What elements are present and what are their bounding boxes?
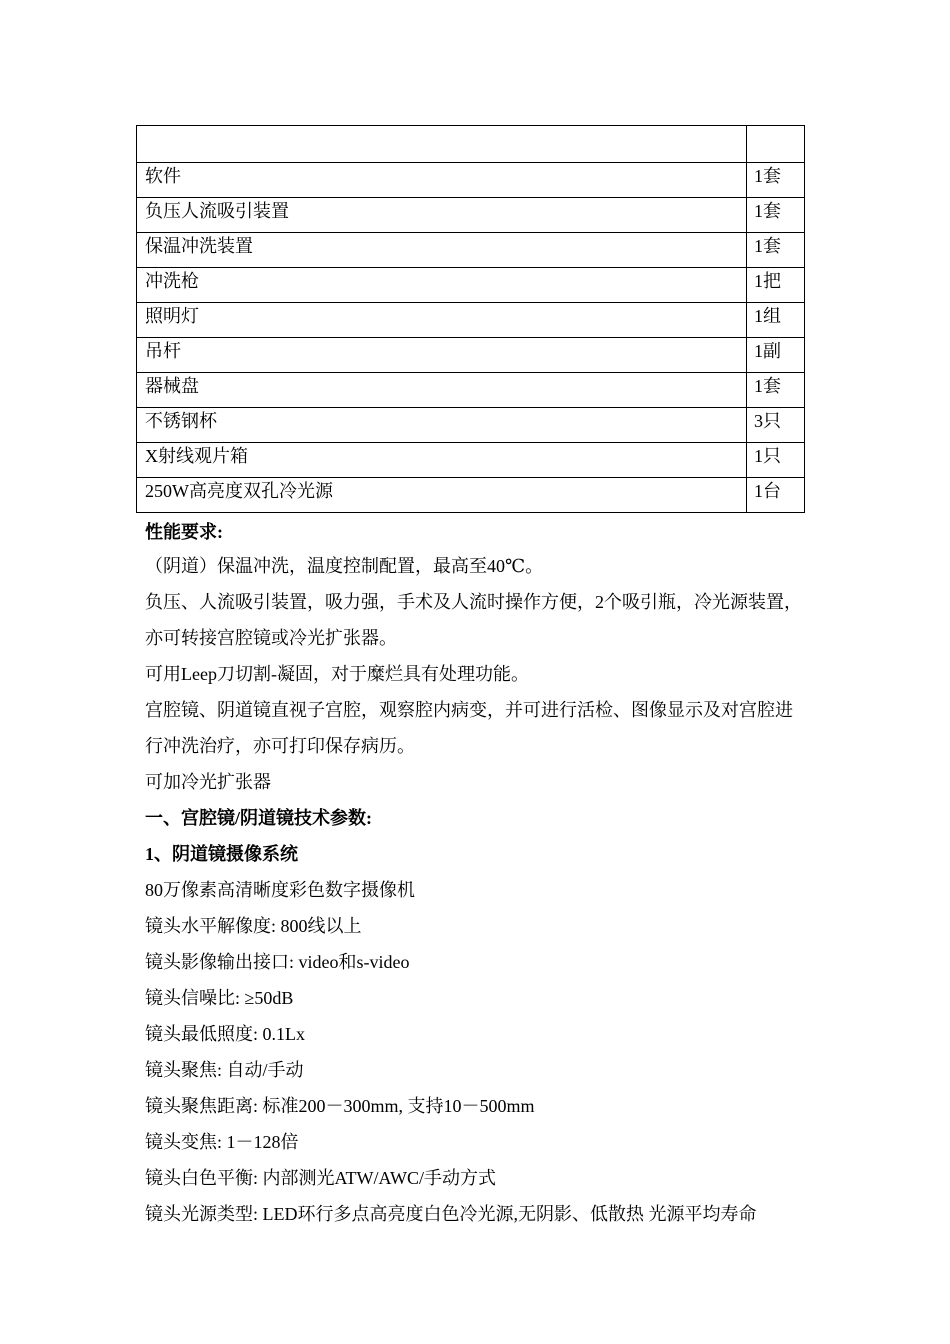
table-header-qty (747, 126, 805, 163)
paragraph: 宫腔镜、阴道镜直视子宫腔，观察腔内病变，并可进行活检、图像显示及对宫腔进 (145, 700, 793, 720)
equipment-table (136, 125, 805, 513)
paragraph: 负压、人流吸引装置，吸力强，手术及人流时操作方便，2个吸引瓶，冷光源装置， (145, 592, 802, 612)
table-row (137, 478, 805, 513)
spec-line: 镜头聚焦距离: 标准200－300mm, 支持10－500mm (145, 1096, 535, 1116)
item-cell: 负压人流吸引装置 (137, 198, 747, 233)
spec-line: 镜头白色平衡: 内部测光ATW/AWC/手动方式 (145, 1168, 497, 1188)
table-row (137, 233, 805, 268)
spec-line: 镜头光源类型: LED环行多点高亮度白色冷光源,无阴影、低散热 光源平均寿命 (145, 1204, 757, 1224)
paragraph: 可用Leep刀切割-凝固，对于糜烂具有处理功能。 (145, 664, 529, 684)
table-row (137, 198, 805, 233)
paragraph: （阴道）保温冲洗，温度控制配置，最高至40℃。 (145, 556, 544, 576)
spec-line: 镜头影像输出接口: video和s-video (145, 952, 410, 972)
spec-line: 镜头变焦: 1－128倍 (145, 1132, 299, 1152)
qty-cell: 3只 (747, 408, 805, 443)
item-cell: 吊杆 (137, 338, 747, 373)
qty-cell: 1把 (747, 268, 805, 303)
item-cell: 软件 (137, 163, 747, 198)
table-row (137, 303, 805, 338)
item-cell: X射线观片箱 (137, 443, 747, 478)
qty-cell: 1副 (747, 338, 805, 373)
spec-line: 镜头信噪比: ≥50dB (145, 988, 294, 1008)
qty-cell: 1套 (747, 233, 805, 268)
performance-heading: 性能要求: (145, 522, 223, 542)
qty-cell: 1套 (747, 373, 805, 408)
table-row (137, 338, 805, 373)
paragraph: 可加冷光扩张器 (145, 772, 271, 792)
item-cell: 250W高亮度双孔冷光源 (137, 478, 747, 513)
item-cell: 照明灯 (137, 303, 747, 338)
subsection-heading: 1、阴道镜摄像系统 (145, 844, 298, 864)
item-cell: 保温冲洗装置 (137, 233, 747, 268)
spec-line: 镜头最低照度: 0.1Lx (145, 1024, 305, 1044)
item-cell: 不锈钢杯 (137, 408, 747, 443)
qty-cell: 1组 (747, 303, 805, 338)
table-row (137, 163, 805, 198)
qty-cell: 1套 (747, 198, 805, 233)
table-header-row (137, 126, 805, 163)
section-heading: 一、宫腔镜/阴道镜技术参数: (145, 808, 372, 828)
spec-line: 80万像素高清晰度彩色数字摄像机 (145, 880, 415, 900)
paragraph: 行冲洗治疗，亦可打印保存病历。 (145, 736, 415, 756)
spec-line: 镜头聚焦: 自动/手动 (145, 1060, 304, 1080)
item-cell: 冲洗枪 (137, 268, 747, 303)
qty-cell: 1只 (747, 443, 805, 478)
item-cell: 器械盘 (137, 373, 747, 408)
table-header-item (137, 126, 747, 163)
table-row (137, 268, 805, 303)
body-text (145, 520, 810, 1226)
table-row (137, 373, 805, 408)
qty-cell: 1台 (747, 478, 805, 513)
table-row (137, 408, 805, 443)
spec-line: 镜头水平解像度: 800线以上 (145, 916, 362, 936)
qty-cell: 1套 (747, 163, 805, 198)
paragraph: 亦可转接宫腔镜或冷光扩张器。 (145, 628, 397, 648)
table-row (137, 443, 805, 478)
